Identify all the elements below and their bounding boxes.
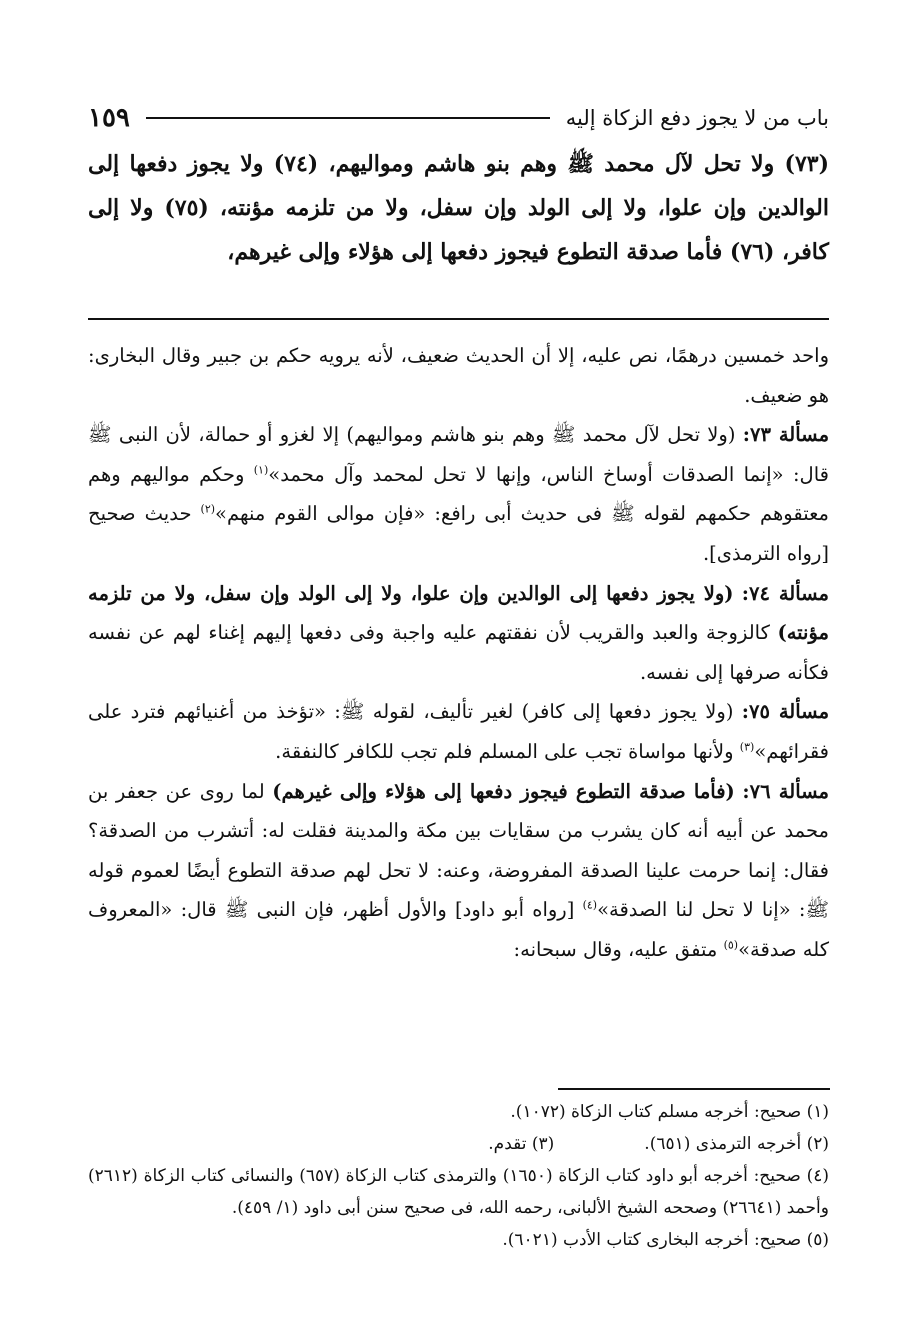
footnote-ref-1: (١) (253, 463, 269, 477)
masala-73-text-3: حديث صحيح [رواه الترمذى]. (88, 502, 829, 565)
footnote-4: (٤) صحيح: أخرجه أبو داود كتاب الزكاة (١٦٥٠) والترمذى كتاب الزكاة (٦٥٧) والنسائى كتاب الزكاة (٢٦١٢) وأحمد (٢٦٦٤١) وصححه الشيخ الألبانى، رحمه الله، فى صحيح سنن أبى داود (١/ ٤٥٩). (88, 1166, 829, 1218)
masala-76-quote: (فأما صدقة التطوع فيجوز دفعها إلى هؤلاء وإلى غيرهم) (272, 779, 735, 803)
masala-75-label: مسألة ٧٥: (741, 700, 830, 724)
masala-76-text-1: لما روى عن جعفر بن محمد عن أبيه أنه كان يشرب من سقايات بين مكة والمدينة فقلت له: أتشرب من الصدقة؟ فقال: إنما حرمت علينا الصدقة المفروضة، وعنه: لا تحل لهم صدقة التطوع أيضًا لعموم قوله ﷺ: «إنا لا تحل لنا الصدقة» (88, 779, 829, 922)
footnote-1: (١) صحيح: أخرجه مسلم كتاب الزكاة (١٠٧٢). (510, 1102, 829, 1122)
footnote-separator-rule (558, 1088, 830, 1090)
masala-74-quote: (ولا يجوز دفعها إلى الوالدين وإن علوا، ولا إلى الولد وإن سفل، ولا من تلزمه مؤنته) (88, 581, 829, 645)
masala-76-label: مسألة ٧٦: (742, 779, 829, 803)
matn-paragraph: (٧٣) ولا تحل لآل محمد ﷺ وهم بنو هاشم ومواليهم، (٧٤) ولا يجوز دفعها إلى الوالدين وإن علوا، ولا إلى الولد وإن سفل، ولا من تلزمه مؤنته، (٧٥) ولا إلى كافر، (٧٦) فأما صدقة التطوع فيجوز دفعها إلى هؤلاء وإلى غيرهم، (88, 151, 829, 265)
masala-73-label: مسألة ٧٣: (742, 423, 830, 447)
running-header (88, 98, 829, 138)
masala-76 (88, 772, 829, 970)
matn-separator-rule (88, 318, 829, 320)
masala-73-text-1: (ولا تحل لآل محمد ﷺ وهم بنو هاشم ومواليهم) إلا لغزو أو حمالة، لأن النبى ﷺ قال: «إنما الصدقات أوساخ الناس، وإنها لا تحل لمحمد وآل محمد» (88, 423, 829, 486)
masala-74-label: مسألة ٧٤: (741, 581, 829, 605)
footnote-row-2-3 (88, 1128, 829, 1160)
masala-74-text: كالزوجة والعبد والقريب لأن نفقتهم عليه واجبة وفى دفعها إليهم إغناء لهم عن نفسه فكأنه صرفها إلى نفسه. (88, 621, 829, 684)
masala-75-text-2: ولأنها مواساة تجب على المسلم فلم تجب للكافر كالنفقة. (275, 739, 740, 763)
masala-75-text-1: (ولا يجوز دفعها إلى كافر) لغير تأليف، لقوله ﷺ: «تؤخذ من أغنيائهم فترد على فقرائهم» (88, 700, 829, 763)
matn-text (88, 142, 829, 274)
footnotes (88, 1096, 829, 1256)
footnote-2: (٢) أخرجه الترمذى (٦٥١). (644, 1134, 829, 1154)
header-rule (146, 117, 550, 119)
masala-73-text-2: وحكم مواليهم وهم معتقوهم حكمهم لقوله ﷺ فى حديث أبى رافع: «فإن موالى القوم منهم» (88, 462, 829, 526)
footnote-3: (٣) تقدم. (488, 1134, 555, 1154)
footnote-5: (٥) صحيح: أخرجه البخارى كتاب الأدب (٦٠٢١). (502, 1230, 829, 1250)
running-title: باب من لا يجوز دفع الزكاة إليه (565, 106, 829, 130)
masala-73 (88, 415, 829, 573)
page-number: ١٥٩ (88, 103, 130, 133)
footnote-ref-3: (٣) (739, 740, 755, 754)
commentary (88, 336, 829, 970)
intro-paragraph: واحد خمسين درهمًا، نص عليه، إلا أن الحديث ضعيف، لأنه يرويه حكم بن جبير وقال البخارى: هو ضعيف. (88, 344, 829, 407)
footnote-ref-5: (٥) (723, 938, 739, 952)
masala-76-text-2: [رواه أبو داود] والأول أظهر، فإن النبى ﷺ قال: «المعروف كله صدقة» (88, 898, 829, 961)
masala-76-text-3: متفق عليه، وقال سبحانه: (513, 937, 724, 961)
masala-74 (88, 574, 829, 693)
footnote-ref-2: (٢) (200, 502, 216, 516)
masala-75 (88, 692, 829, 771)
footnote-ref-4: (٤) (582, 898, 598, 912)
